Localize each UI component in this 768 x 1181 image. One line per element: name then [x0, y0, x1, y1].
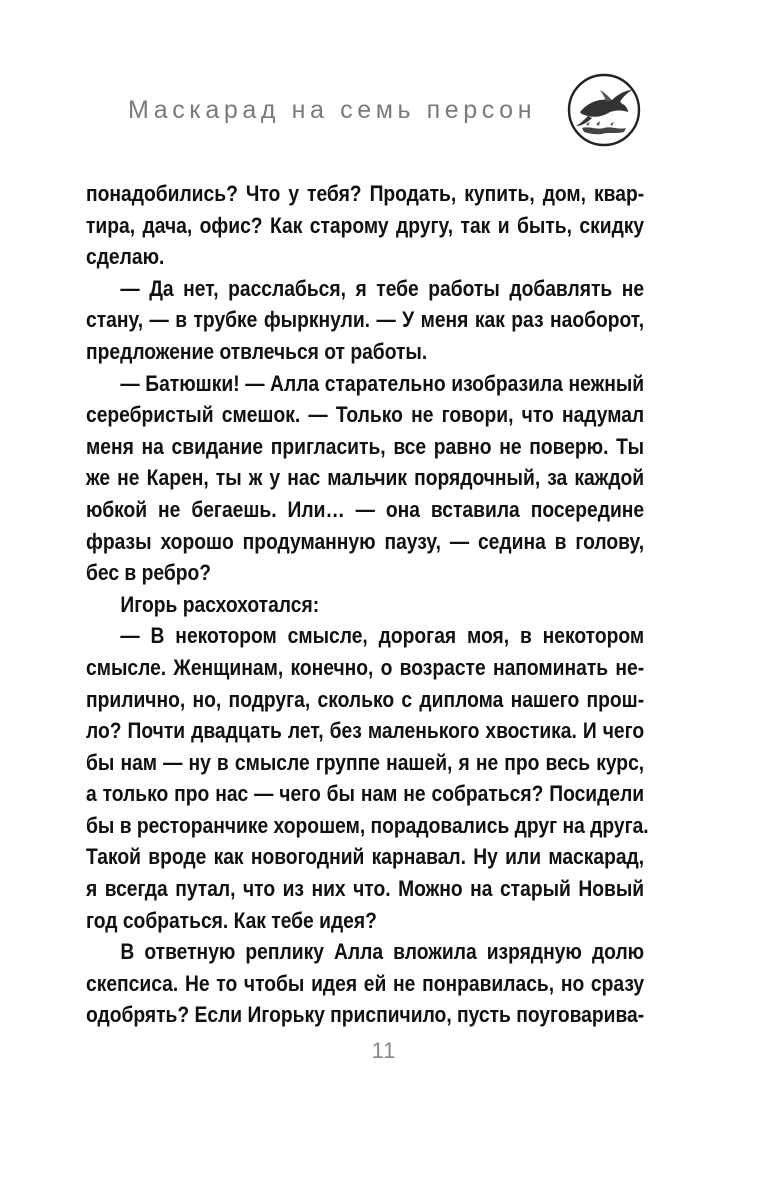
text-line: юбкой не бегаешь. Или… — она вставила посередине	[86, 496, 645, 522]
text-line: одобрять? Если Игорьку приспичило, пусть поуговарива-	[86, 1002, 645, 1028]
text-line: меня на свидание пригласить, все равно не поверю. Ты	[86, 433, 645, 459]
text-line: — В некотором смысле, дорогая моя, в некотором	[120, 623, 645, 649]
text-line: бы нам — ну в смысле группе нашей, я не про весь курс,	[86, 749, 645, 775]
text-line: прилично, но, подруга, сколько с диплома нашего прош-	[86, 686, 645, 712]
text-line: В ответную реплику Алла вложила изрядную долю	[120, 939, 645, 965]
text-line: ло? Почти двадцать лет, без маленького хвостика. И чего	[86, 718, 645, 744]
text-line: — Батюшки! — Алла старательно изобразила нежный	[120, 370, 645, 396]
text-line: сделаю.	[86, 244, 165, 270]
text-line: же не Карен, ты ж у нас мальчик порядочный, за каждой	[86, 465, 645, 491]
text-line: год собраться. Как тебе идея?	[86, 907, 377, 933]
text-line: а только про нас — чего бы нам не собраться? Посидели	[86, 781, 645, 807]
text-line: смысле. Женщинам, конечно, о возрасте напоминать не-	[86, 654, 645, 680]
page-number: 11	[371, 1038, 397, 1063]
running-title: Маскарад на семь персон	[128, 96, 537, 124]
text-line: я всегда путал, что из них что. Можно на старый Новый	[86, 876, 645, 902]
text-line: понадобились? Что у тебя? Продать, купить, дом, квар-	[86, 181, 645, 206]
text-line: тира, дача, офис? Как старому другу, так и быть, скидку	[86, 212, 645, 238]
text-line: бес в ребро?	[86, 560, 211, 586]
text-line: — Да нет, расслабься, я тебе работы добавлять не	[120, 275, 645, 301]
text-line: предложение отвлечься от работы.	[86, 338, 428, 364]
text-line: бы в ресторанчике хорошем, порадовались друг на друга.	[86, 812, 649, 838]
body-text	[86, 178, 649, 1031]
text-line: скепсиса. Не то чтобы идея ей не понравилась, но сразу	[86, 970, 645, 996]
swallow-emblem-icon	[566, 72, 642, 148]
text-line: серебристый смешок. — Только не говори, что надумал	[86, 402, 645, 428]
text-line: Такой вроде как новогодний карнавал. Ну или маскарад,	[86, 844, 645, 870]
text-line: стану, — в трубке фыркнули. — У меня как раз наоборот,	[86, 307, 645, 333]
text-line: Игорь расхохотался:	[120, 591, 320, 617]
text-line: фразы хорошо продуманную паузу, — седина в голову,	[86, 528, 645, 554]
